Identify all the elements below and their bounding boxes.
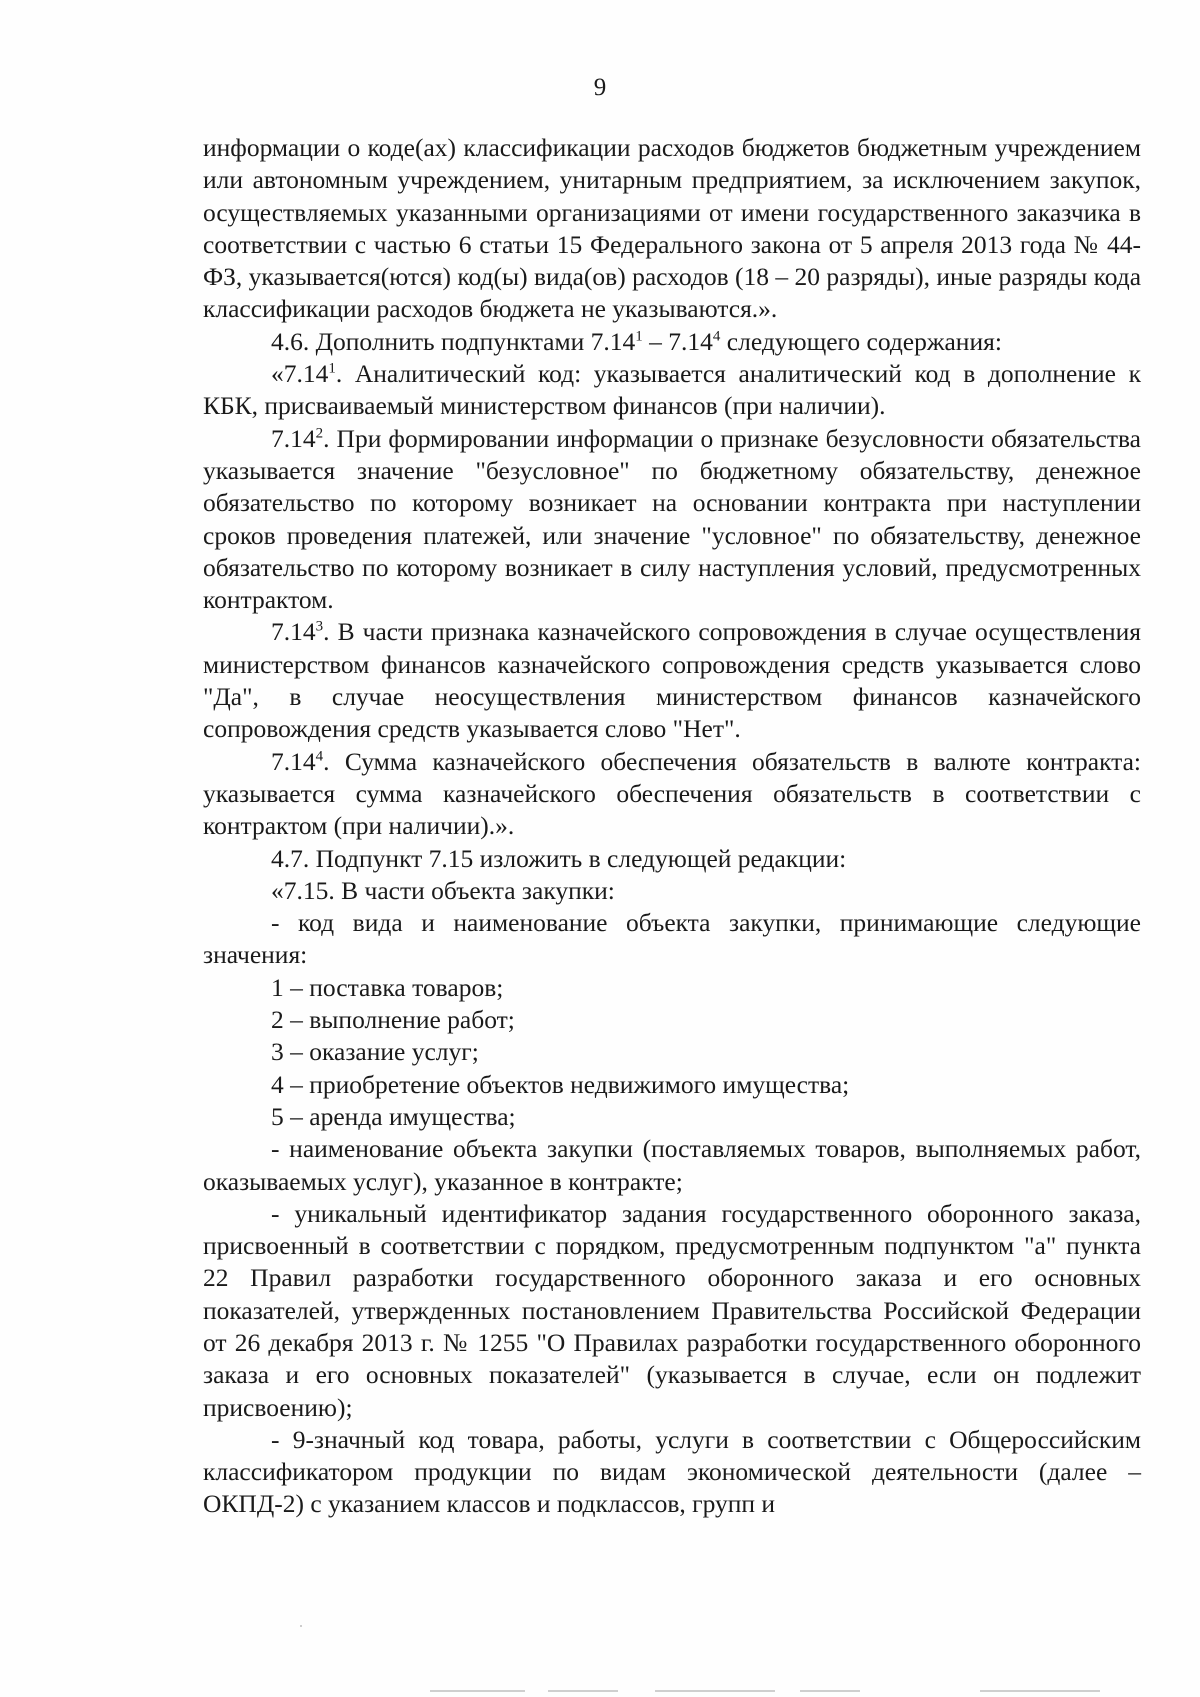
superscript: 1 — [635, 328, 643, 345]
text-segment: 5 – аренда имущества; — [271, 1101, 516, 1131]
text-segment: 4 – приобретение объектов недвижимого имущества; — [271, 1069, 850, 1099]
scan-edge-mark — [548, 1690, 618, 1692]
paragraph-p14 — [203, 1101, 1141, 1133]
paragraph-p16 — [203, 1198, 1141, 1424]
paragraph-p5 — [203, 616, 1141, 745]
paragraph-p17 — [203, 1424, 1141, 1521]
text-segment: 4.6. Дополнить подпунктами 7.14 — [271, 326, 636, 356]
paragraph-p1 — [203, 132, 1141, 326]
paragraph-p2 — [203, 326, 1141, 358]
text-segment: - наименование объекта закупки (поставляемых товаров, выполняемых работ, оказываемых услуг), указанное в контракте; — [203, 1134, 1141, 1196]
paragraph-p11 — [203, 1004, 1141, 1036]
paragraph-p10 — [203, 972, 1141, 1004]
superscript: 4 — [315, 748, 324, 765]
paragraph-p3 — [203, 358, 1141, 423]
scan-edge-mark — [800, 1690, 860, 1692]
text-segment: 3 – оказание услуг; — [271, 1037, 479, 1067]
paragraph-p15 — [203, 1133, 1141, 1198]
text-segment: информации о коде(ах) классификации расходов бюджетов бюджетным учреждением или автономным учреждением, унитарным предприятием, за исключением закупок, осуществляемых указанными организациями от имени государственного заказчика в соответствии с частью 6 статьи 15 Федерального закона от 5 апреля 2013 года № 44-ФЗ, указывается(ются) код(ы) вида(ов) расходов (18 – 20 разряды), иные разряды кода классификации расходов бюджета не указываются.». — [203, 133, 1142, 324]
text-segment: «7.15. В части объекта закупки: — [271, 875, 615, 905]
text-segment: «7.14 — [271, 359, 329, 389]
text-segment: . Сумма казначейского обеспечения обязательств в валюте контракта: указывается сумма казначейского обеспечения обязательств в соответствии с контрактом (при наличии).». — [203, 746, 1141, 841]
paragraph-p6 — [203, 746, 1141, 843]
superscript: 2 — [315, 425, 324, 442]
scan-edge-mark — [980, 1690, 1100, 1692]
superscript: 4 — [712, 328, 721, 345]
scan-speck — [300, 1625, 302, 1627]
text-segment: . При формировании информации о признаке безусловности обязательства указывается значение "безусловное" по бюджетному обязательству, денежное обязательство по которому возникает на основании контракта при наступлении сроков проведения платежей, или значение "условное" по обязательству, денежное обязательство по которому возникает в силу наступления условий, предусмотренных контрактом. — [203, 423, 1141, 615]
text-segment: – 7.14 — [642, 326, 713, 356]
text-segment: следующего содержания: — [720, 326, 1002, 356]
scan-edge-mark — [430, 1690, 525, 1692]
superscript: 3 — [315, 618, 324, 635]
text-segment: 7.14 — [271, 617, 316, 647]
text-segment: 7.14 — [271, 423, 316, 453]
text-segment: . Аналитический код: указывается аналитический код в дополнение к КБК, присваиваемый министерством финансов (при наличии). — [203, 359, 1141, 421]
superscript: 1 — [328, 360, 336, 377]
text-segment: 4.7. Подпункт 7.15 изложить в следующей редакции: — [271, 843, 847, 873]
text-segment: . В части признака казначейского сопровождения в случае осуществления министерством финансов казначейского сопровождения средств указывается слово "Да", в случае неосуществления министерством финансов казначейского сопровождения средств указывается слово "Нет". — [203, 617, 1141, 744]
text-segment: 2 – выполнение работ; — [271, 1005, 515, 1035]
text-segment: - уникальный идентификатор задания государственного оборонного заказа, присвоенный в соответствии с порядком, предусмотренным подпунктом "а" пункта 22 Правил разработки государственного оборонного заказа и его основных показателей, утвержденных постановлением Правительства Российской Федерации от 26 декабря 2013 г. № 1255 "О Правилах разработки государственного оборонного заказа и его основных показателей" (указывается в случае, если он подлежит присвоению); — [203, 1198, 1141, 1422]
text-segment: - код вида и наименование объекта закупки, принимающие следующие значения: — [203, 908, 1141, 970]
text-segment: - 9-значный код товара, работы, услуги в соответствии с Общероссийским классификатором продукции по видам экономической деятельности (далее – ОКПД-2) с указанием классов и подклассов, групп и — [203, 1424, 1141, 1519]
paragraph-p4 — [203, 423, 1141, 617]
paragraph-p9 — [203, 907, 1141, 972]
scan-edge-mark — [655, 1690, 775, 1692]
document-body — [203, 132, 1141, 1521]
page-number: 9 — [593, 74, 607, 101]
paragraph-p7 — [203, 843, 1141, 875]
text-segment: 1 – поставка товаров; — [271, 972, 504, 1002]
paragraph-p8 — [203, 875, 1141, 907]
paragraph-p12 — [203, 1036, 1141, 1068]
text-segment: 7.14 — [271, 746, 316, 776]
paragraph-p13 — [203, 1069, 1141, 1101]
